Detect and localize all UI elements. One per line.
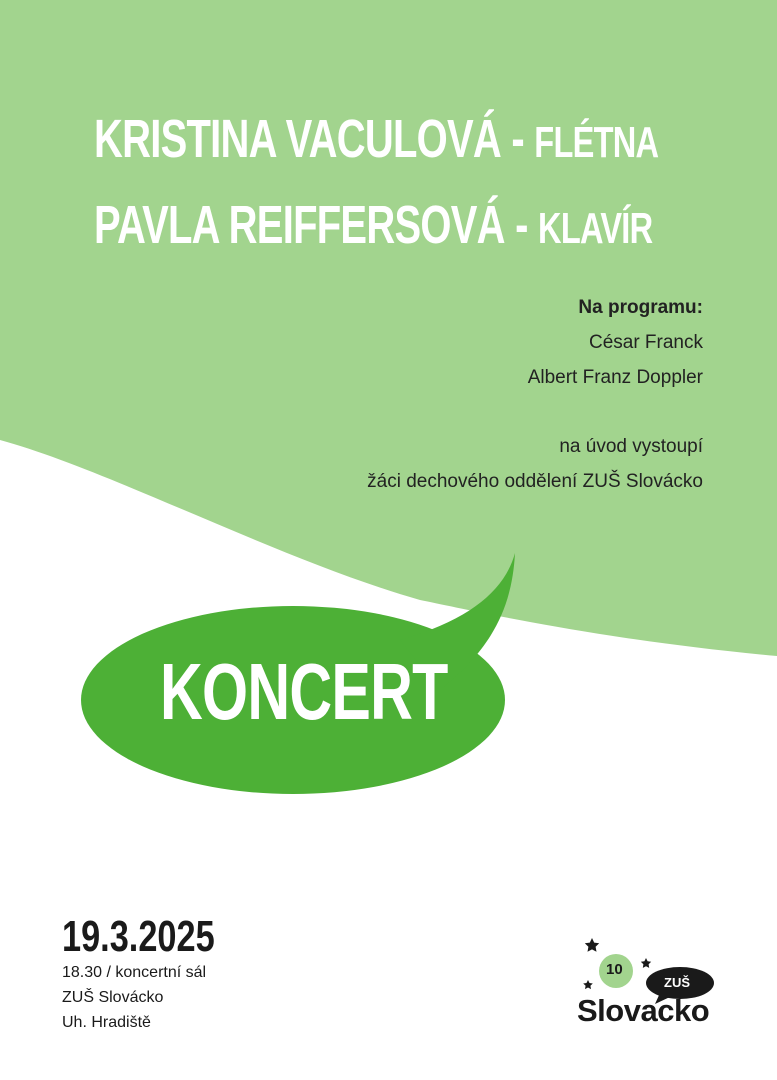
star-icon (585, 938, 599, 952)
performer-1-separator: - (511, 109, 524, 169)
performer-2-instrument: KLAVÍR (538, 204, 653, 253)
performer-line-1 (94, 108, 777, 170)
logo-name: Slovacko (577, 993, 710, 1028)
program-intro-line-1: na úvod vystoupí (559, 436, 703, 457)
performer-line-2 (94, 194, 777, 256)
event-town: Uh. Hradiště (62, 1014, 151, 1031)
logo-badge-text: ZUŠ (664, 975, 690, 990)
program-composer-1: César Franck (588, 332, 703, 353)
event-venue: ZUŠ Slovácko (62, 989, 164, 1006)
program-intro-line-2: žáci dechového oddělení ZUŠ Slovácko (367, 471, 703, 492)
program-composer-2: Albert Franz Doppler (527, 367, 703, 388)
program-heading: Na programu: (578, 297, 703, 318)
performer-1-instrument: FLÉTNA (534, 118, 659, 167)
star-icon (641, 958, 651, 968)
performer-2-name: PAVLA REIFFERSOVÁ (94, 195, 505, 255)
event-time-place: 18.30 / koncertní sál (62, 964, 207, 981)
event-title: KONCERT (160, 647, 448, 736)
performer-2-separator: - (515, 195, 528, 255)
logo-number: 10 (606, 961, 623, 978)
star-icon (583, 980, 593, 989)
performer-1-name: KRISTINA VACULOVÁ (94, 109, 501, 169)
event-date: 19.3.2025 (62, 912, 215, 961)
